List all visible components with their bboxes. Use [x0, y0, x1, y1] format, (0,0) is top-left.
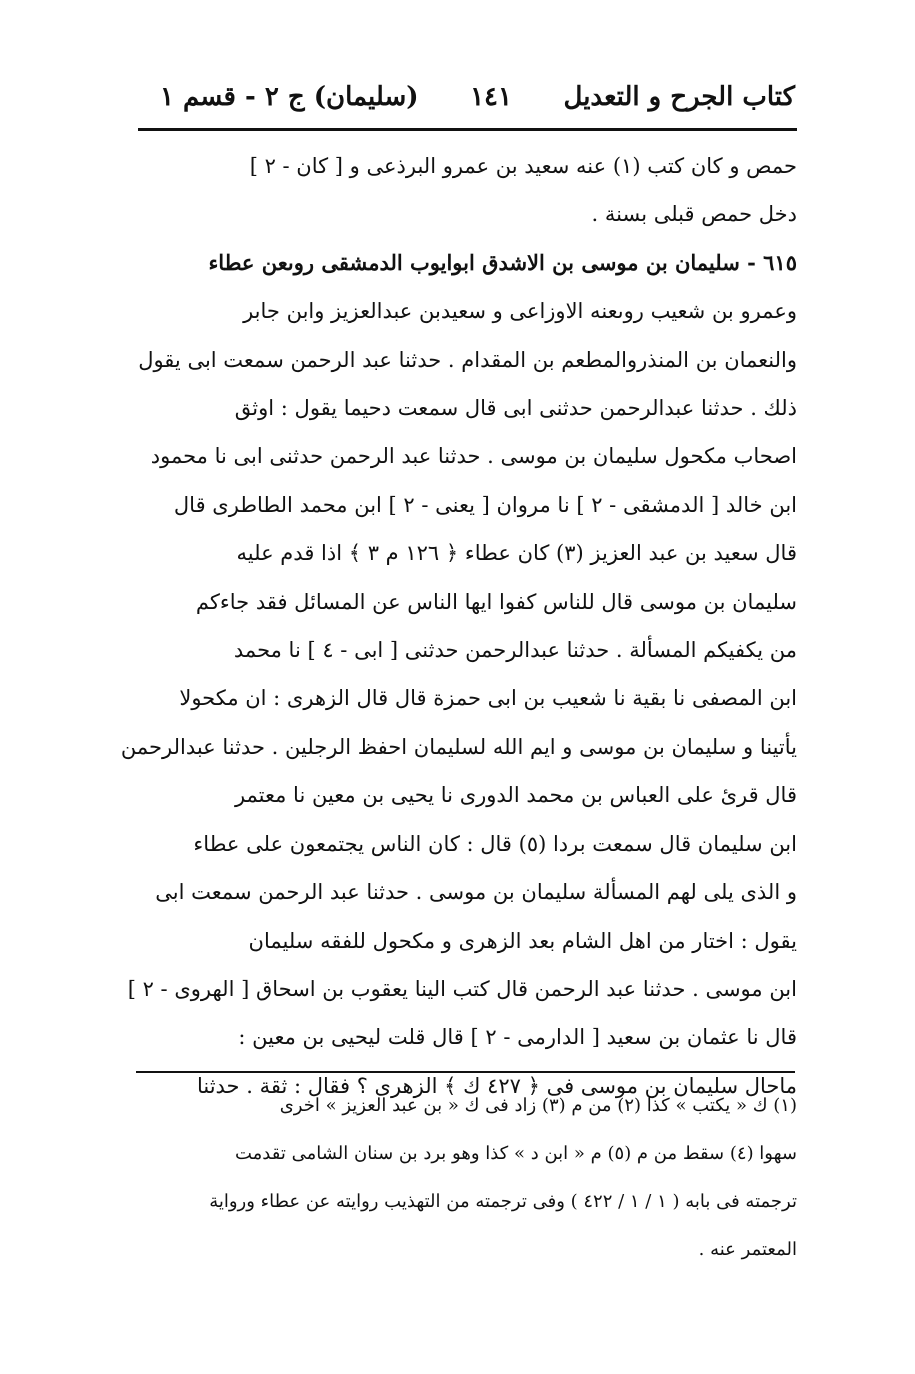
body-line: من يكفيكم المسألة . حدثنا عبدالرحمن حدثنى [ ابى - ٤ ] نا محمد	[233, 638, 797, 663]
body-line: ابن موسى . حدثنا عبد الرحمن قال كتب الينا يعقوب بن اسحاق [ الهروى - ٢ ]	[127, 976, 797, 1001]
footnote-rule	[136, 1071, 795, 1073]
body-line: سليمان بن موسى قال للناس كفوا ايها الناس عن المسائل فقد جاءكم	[195, 589, 797, 614]
book-title: كتاب الجرح و التعديل	[563, 82, 795, 112]
footnotes	[140, 1082, 797, 1274]
body-line: يأتينا و سليمان بن موسى و ايم الله لسليمان احفظ الرجلين . حدثنا عبدالرحمن	[120, 734, 797, 759]
body-line: يقول : اختار من اهل الشام بعد الزهرى و مكحول للفقه سليمان	[248, 928, 797, 953]
body-line: دخل حمص قبلى بسنة .	[591, 202, 797, 227]
page-number: ١٤١	[470, 82, 512, 112]
body-line: ابن خالد [ الدمشقى - ٢ ] نا مروان [ يعنى - ٢ ] ابن محمد الطاطرى قال	[173, 492, 797, 517]
body-line: اصحاب مكحول سليمان بن موسى . حدثنا عبد الرحمن حدثنى ابى نا محمود	[150, 444, 797, 469]
body-line: قال سعيد بن عبد العزيز (٣) كان عطاء ﴿ ١٢٦ م ٣ ﴾ اذا قدم عليه	[236, 541, 797, 566]
body-line: ابن سليمان قال سمعت بردا (٥) قال : كان الناس يجتمعون على عطاء	[193, 831, 797, 856]
footnote-line: سهوا (٤) سقط من م (٥) م « ابن د » كذا وهو برد بن سنان الشامى تقدمت	[234, 1143, 797, 1164]
footnote-line: المعتمر عنه .	[698, 1239, 797, 1260]
entry-heading-line: ٦١٥ - سليمان بن موسى بن الاشدق ابوايوب الدمشقى روىعن عطاء	[208, 249, 797, 275]
body-text	[120, 142, 797, 1110]
section-label: (سليمان) ج ٢ - قسم ١	[160, 82, 419, 112]
body-line: والنعمان بن المنذروالمطعم بن المقدام . حدثنا عبد الرحمن سمعت ابى يقول	[138, 347, 797, 372]
footnote-line: (١) ك « يكتب » كذا (٢) من م (٣) زاد فى ك « بن عبد العزيز » اخرى	[279, 1095, 797, 1116]
body-line: وعمرو بن شعيب روىعنه الاوزاعى و سعيدبن عبدالعزيز وابن جابر	[243, 299, 797, 324]
body-line: قال نا عثمان بن سعيد [ الدارمى - ٢ ] قال قلت ليحيى بن معين :	[238, 1025, 797, 1050]
body-line: حمص و كان كتب (١) عنه سعيد بن عمرو البرذعى و [ كان - ٢ ]	[249, 154, 797, 178]
body-line: ماحال سليمان بن موسى فى ﴿ ٤٢٧ ك ﴾ الزهرى ؟ فقال : ثقة . حدثنا	[196, 1073, 797, 1098]
footnote-line: ترجمته فى بابه ( ١ / ١ / ٤٢٢ ) وفى ترجمته من التهذيب روايته عن عطاء ورواية	[209, 1191, 797, 1212]
body-line: ذلك . حدثنا عبدالرحمن حدثنى ابى قال سمعت دحيما يقول : اوثق	[234, 396, 797, 421]
body-line: قال قرئ على العباس بن محمد الدورى نا يحيى بن معين نا معتمر	[234, 783, 797, 808]
running-header	[160, 72, 795, 122]
header-rule	[138, 128, 797, 131]
body-line: ابن المصفى نا بقية نا شعيب بن ابى حمزة قال قال الزهرى : ان مكحولا	[179, 686, 797, 711]
body-line: و الذى يلى لهم المسألة سليمان بن موسى . حدثنا عبد الرحمن سمعت ابى	[155, 880, 797, 905]
